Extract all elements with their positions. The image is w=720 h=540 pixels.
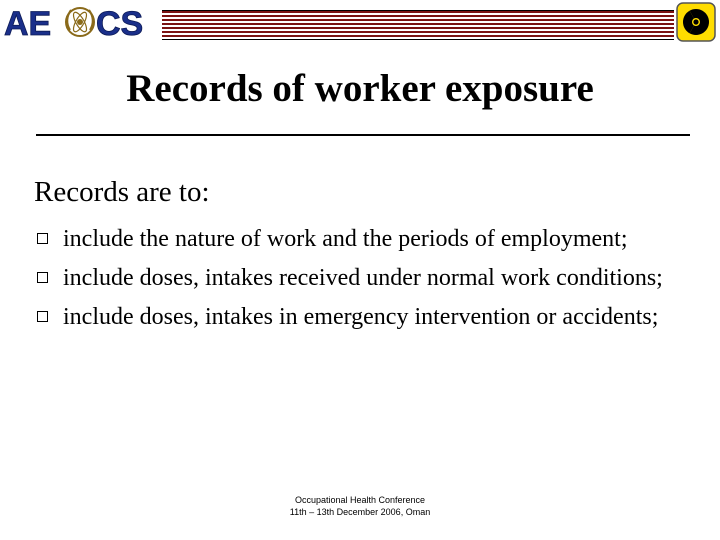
emblem-icon	[66, 8, 94, 36]
checkbox-bullet-icon	[37, 272, 48, 283]
checkbox-bullet-icon	[37, 233, 48, 244]
bullet-item	[34, 261, 672, 295]
radiation-icon	[676, 2, 716, 42]
bullet-list	[34, 222, 672, 339]
title-divider	[36, 134, 690, 136]
bullet-text: include doses, intakes in emergency intervention or accidents;	[63, 304, 659, 330]
footer-conference: Occupational Health Conference	[294, 495, 426, 505]
bullet-text: include doses, intakes received under normal work conditions;	[63, 265, 663, 291]
footer	[0, 494, 720, 518]
header-band	[162, 10, 674, 40]
checkbox-bullet-icon	[37, 311, 48, 322]
svg-text:AE: AE	[4, 5, 52, 42]
slide-title: Records of worker exposure	[126, 67, 594, 110]
bullet-item	[34, 300, 672, 334]
bullet-text: include the nature of work and the periods of employment;	[63, 226, 628, 252]
intro-text: Records are to:	[34, 176, 210, 208]
bullet-item	[34, 222, 672, 256]
footer-date: 11th – 13th December 2006, Oman	[289, 507, 431, 517]
svg-text:CS: CS	[96, 5, 144, 42]
aeocs-logo	[4, 2, 162, 42]
